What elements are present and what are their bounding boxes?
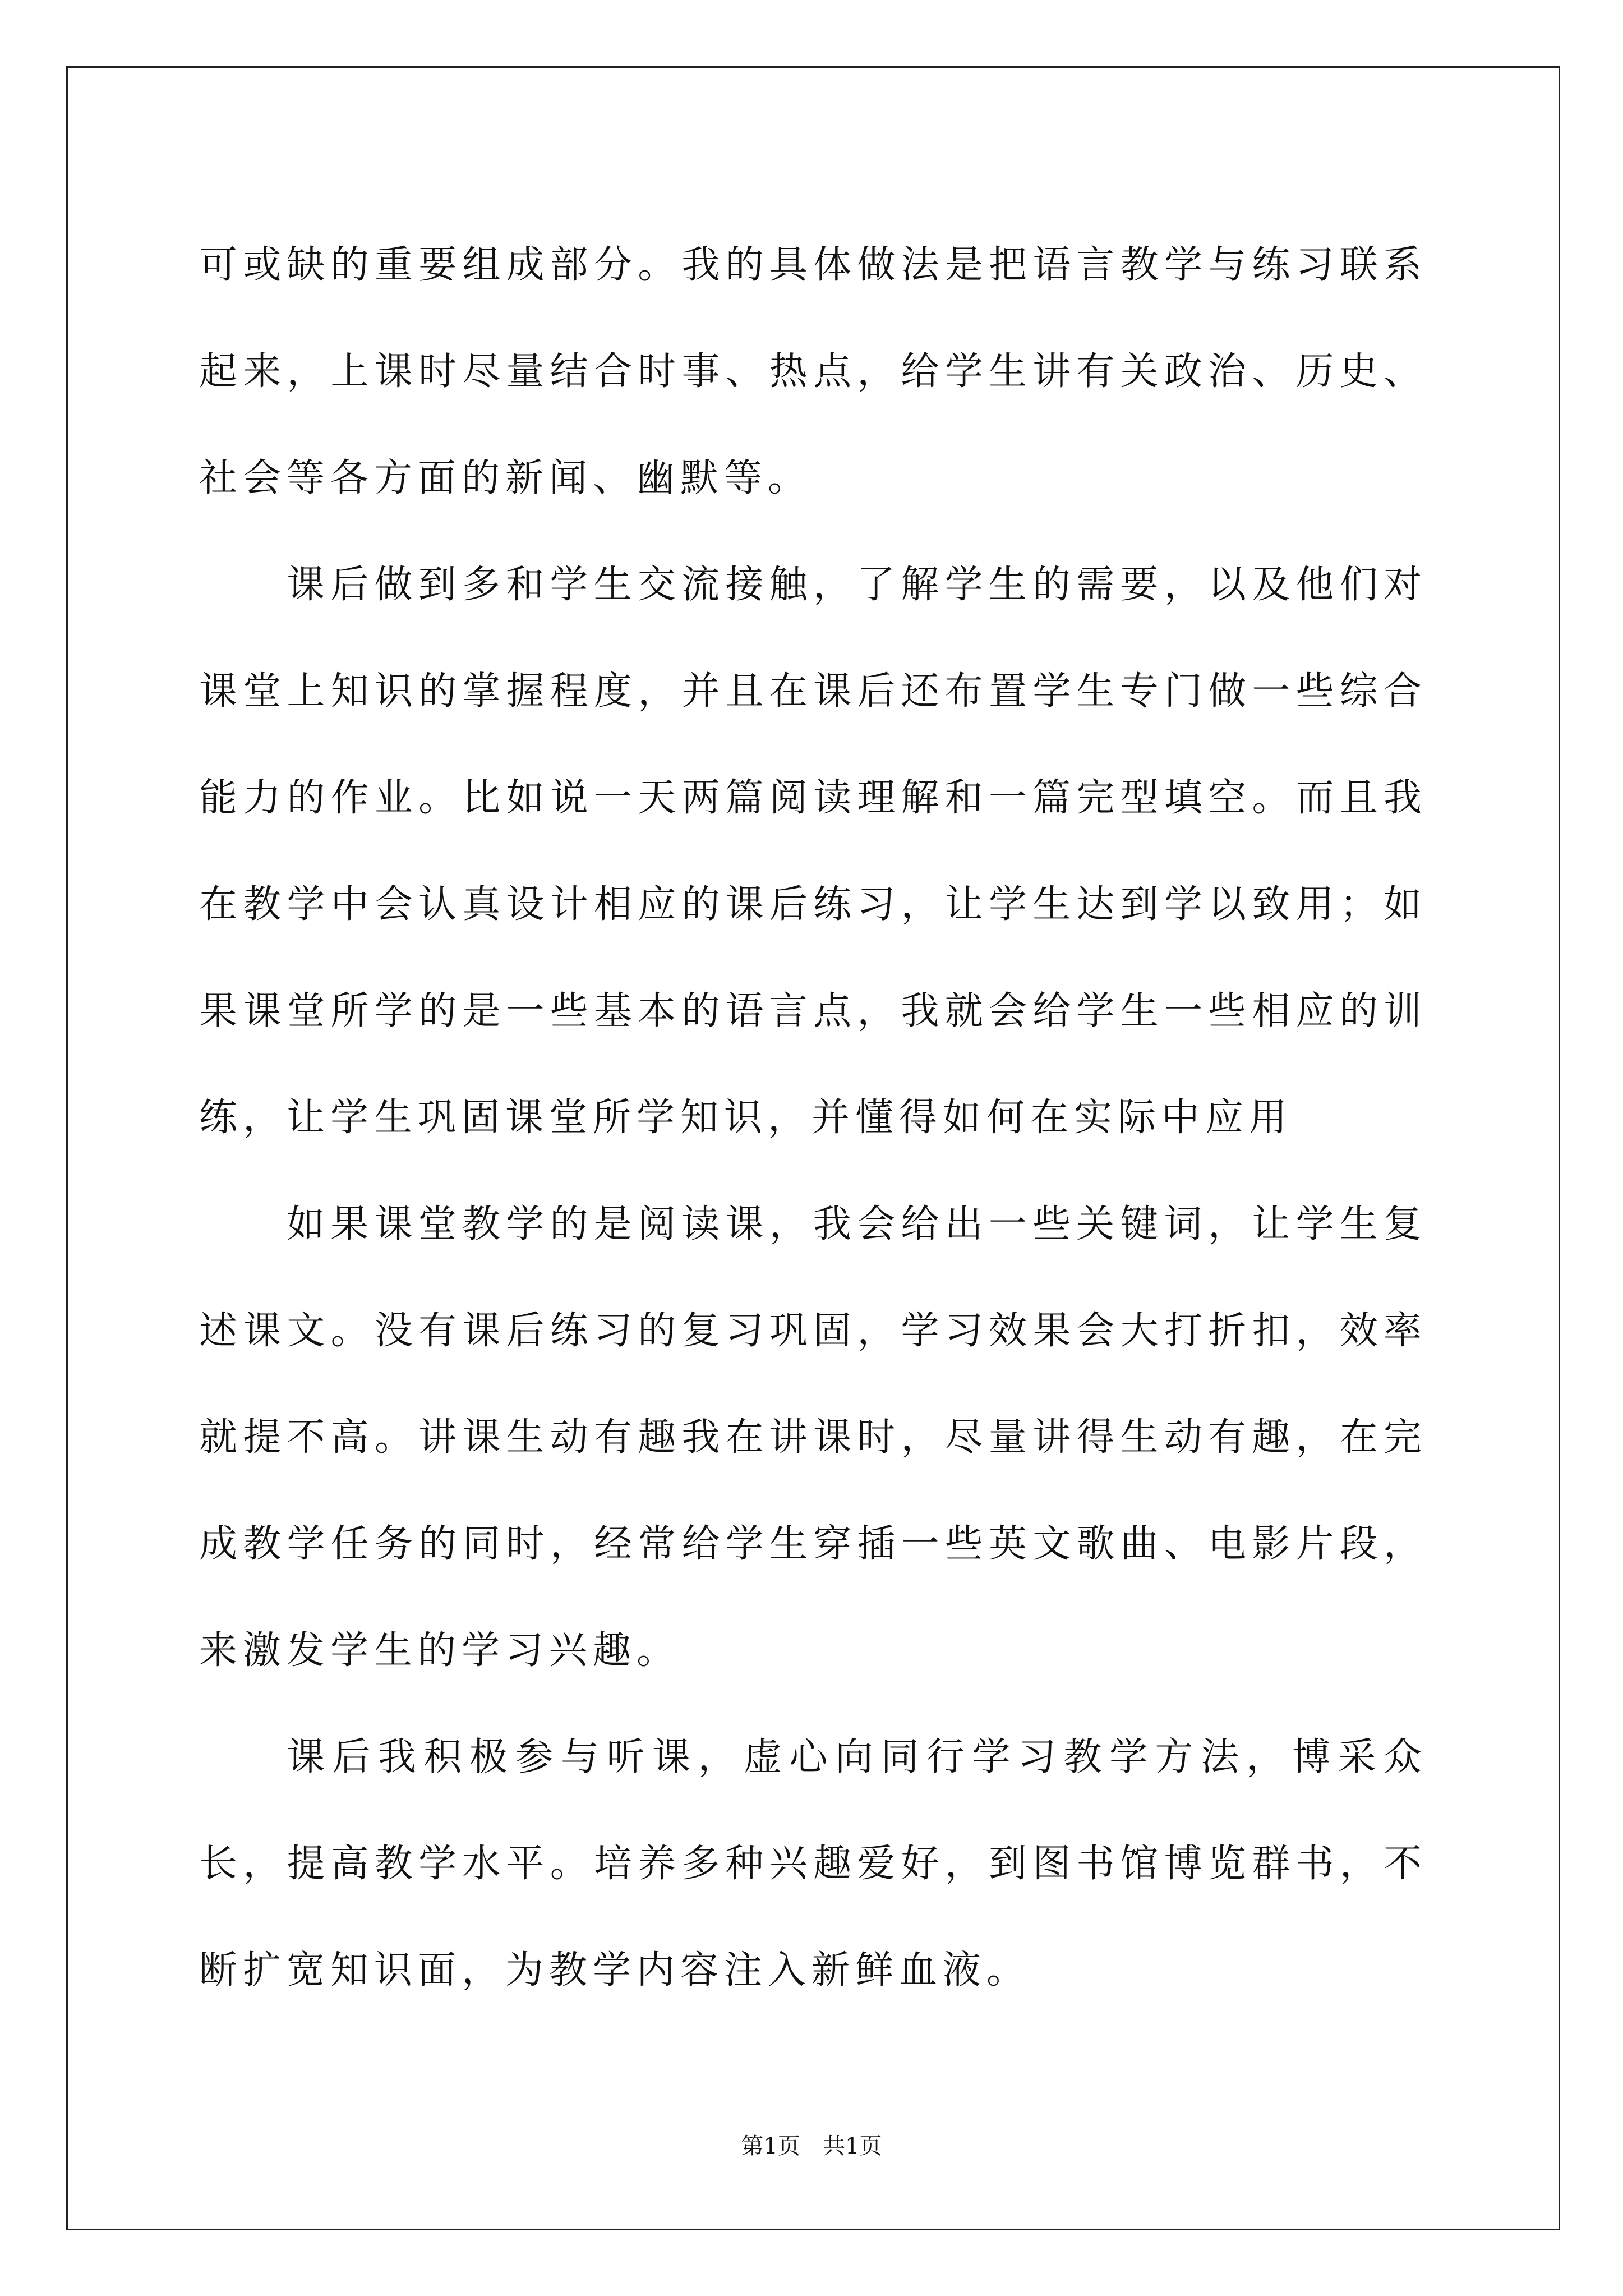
document-body bbox=[199, 212, 1427, 2024]
paragraph-2: 课后做到多和学生交流接触，了解学生的需要，以及他们对课堂上知识的掌握程度，并且在课后还布置学生专门做一些综合能力的作业。比如说一天两篇阅读理解和一篇完型填空。而且我在教学中会认真设计相应的课后练习，让学生达到学以致用；如果课堂所学的是一些基本的语言点，我就会给学生一些相应的训练，让学生巩固课堂所学知识，并懂得如何在实际中应用 bbox=[199, 563, 1427, 1140]
paragraph-1: 可或缺的重要组成部分。我的具体做法是把语言教学与练习联系起来，上课时尽量结合时事、热点，给学生讲有关政治、历史、社会等各方面的新闻、幽默等。 bbox=[199, 243, 1427, 500]
page-number-footer: 第1页 共1页 bbox=[741, 2133, 882, 2159]
paragraph-4: 课后我积极参与听课，虚心向同行学习教学方法，博采众长，提高教学水平。培养多种兴趣爱好，到图书馆博览群书，不断扩宽知识面，为教学内容注入新鲜血液。 bbox=[199, 1735, 1427, 1993]
paragraph-3: 如果课堂教学的是阅读课，我会给出一些关键词，让学生复述课文。没有课后练习的复习巩固，学习效果会大打折扣，效率就提不高。讲课生动有趣我在讲课时，尽量讲得生动有趣，在完成教学任务的同时，经常给学生穿插一些英文歌曲、电影片段，来激发学生的学习兴趣。 bbox=[199, 1202, 1427, 1673]
